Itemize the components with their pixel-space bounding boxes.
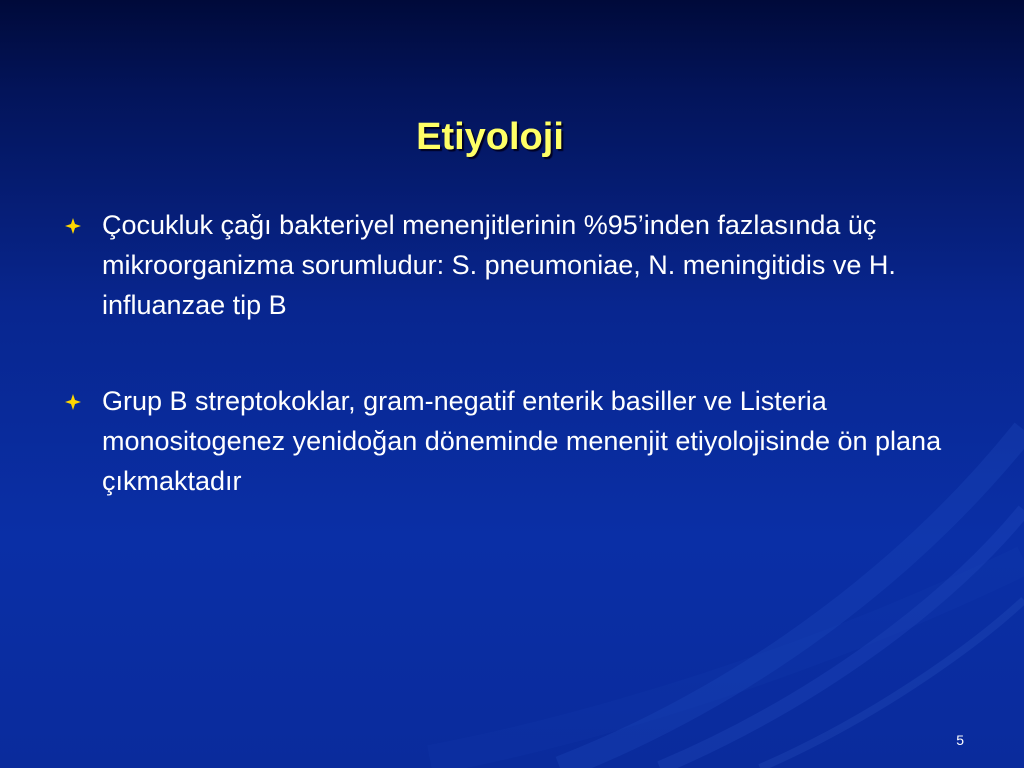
bullet-item [60, 205, 960, 325]
bullet-item [60, 381, 960, 501]
slide-title: Etiyoloji [416, 116, 564, 158]
page-number: 5 [956, 732, 964, 748]
bullet-list [60, 205, 960, 557]
diamond-bullet-icon [65, 394, 81, 410]
diamond-bullet-icon [65, 218, 81, 234]
bullet-text: Çocukluk çağı bakteriyel menenjitlerinin %95’inden fazlasında üç mikroorganizma sorumludur: S. pneumoniae, N. meningitidis ve H. influanzae tip B [102, 210, 896, 320]
bullet-text: Grup B streptokoklar, gram-negatif enterik basiller ve Listeria monositogenez yenidoğan döneminde menenjit etiyolojisinde ön plana çıkmaktadır [102, 386, 942, 496]
